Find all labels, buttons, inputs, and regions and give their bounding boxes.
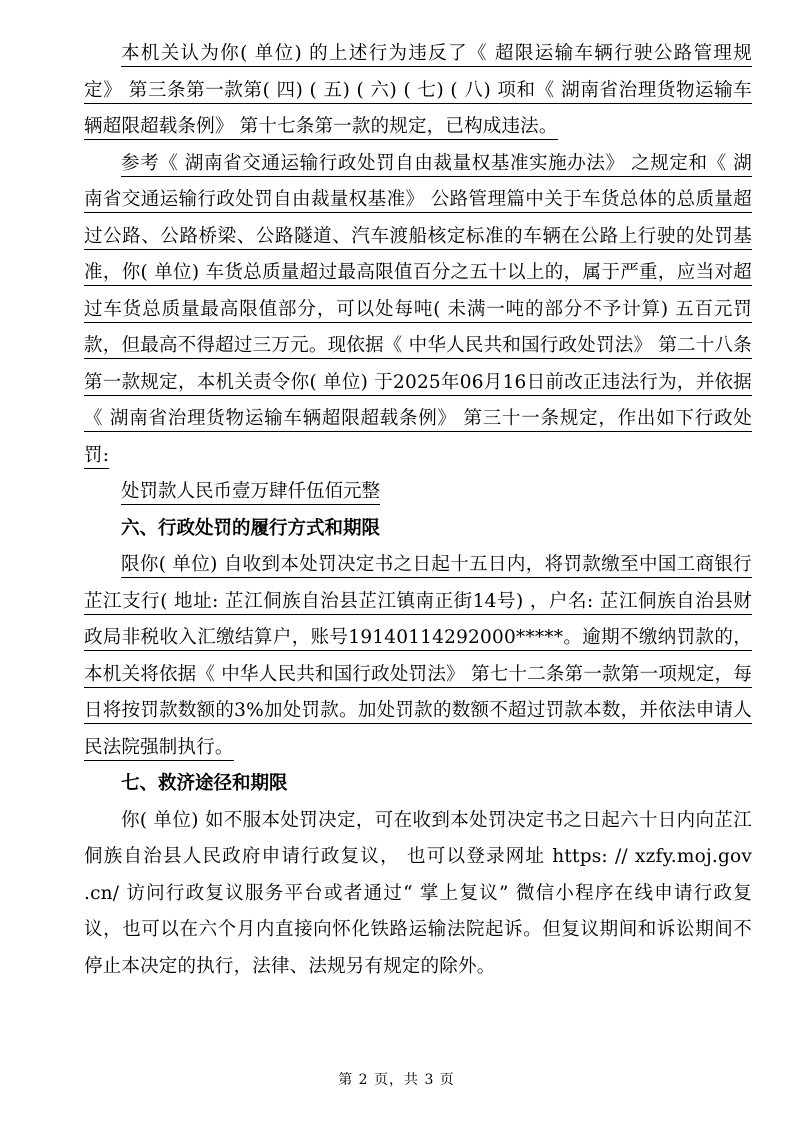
payment-paragraph <box>84 547 752 766</box>
page-number-footer: 第 2 页，共 3 页 <box>338 1072 455 1088</box>
section-heading-remedy: 七、救济途径和期限 <box>121 773 288 794</box>
fine-amount-line <box>84 474 752 511</box>
section-heading-payment: 六、行政处罚的履行方式和期限 <box>121 517 381 539</box>
fine-amount-text: 处罚款人民币壹万肆仟伍佰元整 <box>121 481 380 505</box>
remedy-text: 你( 单位) 如不服本处罚决定，可在收到本处罚决定书之日起六十日内向芷江侗族自治县人民政府申请行政复议， 也可以登录网址 https: // xzfy.moj.gov .cn/ 访问行政复议服务平台或者通过“ 掌上复议” 微信小程序在线申请行政复议，也可以在六个月内直接向怀化铁路运输法院起诉。但复议期间和诉讼期间不停止本决定的执行，法律、法规另有规定的除外。 <box>84 809 752 977</box>
penalty-basis-paragraph <box>84 146 752 475</box>
remedy-paragraph <box>84 803 752 986</box>
document-body <box>84 36 752 985</box>
payment-text: 限你( 单位) 自收到本处罚决定书之日起十五日内，将罚款缴至中国工商银行芷江支行( 地址: 芷江侗族自治县芷江镇南正街14号) ，户名: 芷江侗族自治县财政局非税收入汇缴结算户，账号19140114292000*****。逾期不缴纳罚款的，本机关将依据《 中华人民共和国行政处罚法》 第七十二条第一款第一项规定，每日将按罚款数额的3%加处罚款。加处罚款的数额不超过罚款本数，并依法申请人民法院强制执行。 <box>84 554 752 761</box>
violation-text: 本机关认为你( 单位) 的上述行为违反了《 超限运输车辆行驶公路管理规定》 第三条第一款第( 四) ( 五) ( 六) ( 七) ( 八) 项和《 湖南省治理货物运输车辆超限超载条例》 第十七条第一款的规定，已构成违法。 <box>84 43 752 140</box>
penalty-basis-text: 参考《 湖南省交通运输行政处罚自由裁量权基准实施办法》 之规定和《 湖南省交通运输行政处罚自由裁量权基准》 公路管理篇中关于车货总体的总质量超过公路、公路桥梁、公路隧道、汽车渡船核定标准的车辆在公路上行驶的处罚基准，你( 单位) 车货总质量超过最高限值百分之五十以上的，属于严重，应当对超过车货总质量最高限值部分，可以处每吨( 未满一吨的部分不予计算) 五百元罚款，但最高不得超过三万元。现依据《 中华人民共和国行政处罚法》 第二十八条第一款规定，本机关责令你( 单位) 于2025年06月16日前改正违法行为，并依据《 湖南省治理货物运输车辆超限超载条例》 第三十一条规定，作出如下行政处罚: <box>84 153 752 469</box>
violation-paragraph <box>84 36 752 146</box>
